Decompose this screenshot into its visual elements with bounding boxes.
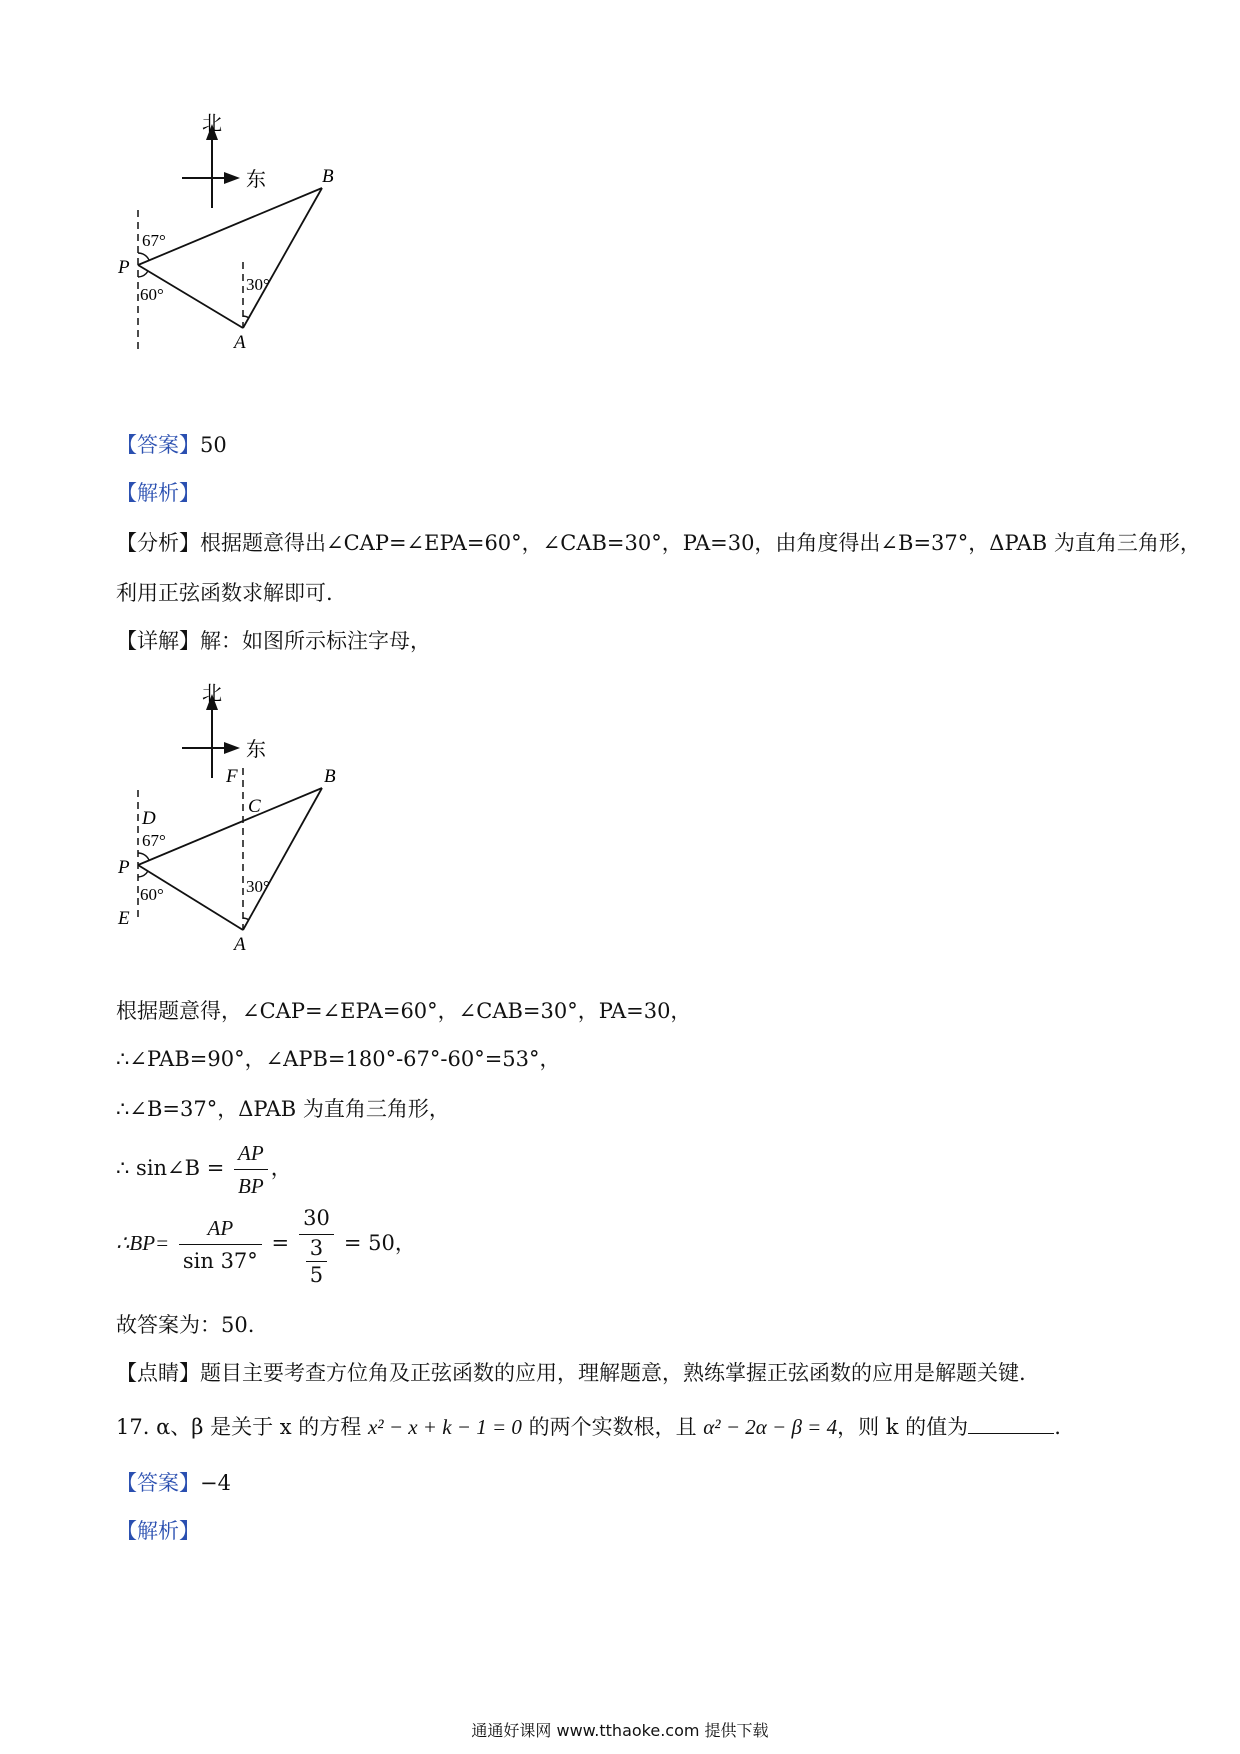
q17-equation: x² − x + k − 1 = 0 — [367, 1415, 522, 1439]
fenxi-text-1: 根据题意得出∠CAP=∠EPA=60°，∠CAB=30°，PA=30，由角度得出∠B=37°，ΔPAB 为直角三角形， — [200, 531, 1201, 555]
step-4-prefix: ∴ sin∠B = — [116, 1156, 225, 1180]
point-label-e: E — [118, 908, 130, 929]
point-label-p: P — [118, 857, 130, 878]
compass-east-label: 东 — [246, 169, 266, 191]
step-5-result: = 50 — [343, 1231, 395, 1255]
xiangjie-text: 解：如图所示标注字母， — [200, 629, 431, 653]
point-label-c: C — [248, 796, 261, 817]
solution-step-5 — [116, 1198, 416, 1288]
point-label-d: D — [142, 808, 156, 829]
point-label-f: F — [226, 766, 238, 787]
point-label-p: P — [118, 257, 130, 278]
angle-arc-30 — [243, 918, 249, 920]
angle-arc-60 — [138, 871, 148, 877]
point-label-a: A — [234, 934, 246, 955]
fraction-30-over-three-fifths — [299, 1202, 334, 1288]
xiangjie-tag: 【详解】 — [116, 629, 200, 653]
step-1-text: 根据题意得，∠CAP=∠EPA=60°，∠CAB=30°，PA=30， — [116, 999, 692, 1023]
analysis-line — [116, 478, 200, 508]
fenxi-line-1 — [116, 528, 1201, 558]
angle-arc-30 — [243, 316, 249, 318]
angle-label-30: 30° — [246, 877, 270, 896]
nested-numerator: 3 — [306, 1235, 327, 1262]
east-arrow-icon — [224, 172, 240, 184]
compass-east-label: 东 — [246, 739, 266, 761]
q17-text-mid: 的两个实数根，且 — [528, 1415, 697, 1439]
step-4-suffix: ， — [270, 1156, 292, 1180]
angle-label-60: 60° — [140, 885, 164, 904]
fraction-numerator: AP — [179, 1212, 262, 1245]
analysis-tag: 【解析】 — [116, 1519, 200, 1543]
fraction-denominator: BP — [238, 1174, 264, 1198]
point-label-a: A — [234, 332, 246, 353]
step-3-text: ∴∠B=37°，ΔPAB 为直角三角形， — [116, 1097, 450, 1121]
analysis-tag: 【解析】 — [116, 481, 200, 505]
step-5-suffix: ， — [394, 1231, 416, 1255]
figure-1-diagram — [110, 110, 410, 400]
angle-label-67: 67° — [142, 231, 166, 250]
segment-ab — [243, 188, 322, 328]
segment-pb — [138, 788, 322, 865]
answer-value: 50 — [200, 433, 227, 457]
q17-text-prefix: 17. α、β 是关于 x 的方程 — [116, 1415, 362, 1439]
dianjing-text: 题目主要考查方位角及正弦函数的应用，理解题意，熟练掌握正弦函数的应用是解题关键. — [200, 1361, 1026, 1385]
fraction-denominator — [299, 1235, 334, 1288]
q17-condition: α² − 2α − β = 4 — [703, 1415, 838, 1439]
fraction-numerator: AP — [234, 1137, 268, 1170]
angle-label-60: 60° — [140, 285, 164, 304]
figure-2-diagram — [110, 680, 410, 970]
point-label-b: B — [322, 166, 334, 187]
answer-line — [116, 430, 227, 460]
segment-pb — [138, 188, 322, 265]
fenxi-tag: 【分析】 — [116, 531, 200, 555]
nested-fraction — [306, 1235, 327, 1288]
angle-arc-60 — [138, 271, 148, 277]
fraction-ap-over-bp — [234, 1137, 268, 1202]
q17-text-end: ，则 k 的值为 — [837, 1415, 969, 1439]
page-footer: 通通好课网 www.tthaoke.com 提供下载 — [471, 1721, 769, 1740]
answer-blank — [968, 1413, 1054, 1434]
dianjing-tag: 【点睛】 — [116, 1361, 200, 1385]
answer-tag: 【答案】 — [116, 433, 200, 457]
dianjing-line — [116, 1358, 1026, 1388]
compass-north-label: 北 — [202, 683, 222, 705]
q17-analysis-line — [116, 1516, 200, 1546]
point-label-b: B — [324, 766, 336, 787]
fenxi-line-2 — [116, 578, 333, 608]
answer-tag: 【答案】 — [116, 1471, 200, 1495]
q17-period: . — [1054, 1415, 1061, 1439]
fenxi-text-2: 利用正弦函数求解即可. — [116, 581, 333, 605]
fraction-denominator: sin 37° — [182, 1249, 258, 1273]
fraction-numerator: 30 — [299, 1202, 334, 1235]
equals-sign: = — [271, 1231, 290, 1255]
answer-value: −4 — [200, 1471, 231, 1495]
nested-denominator: 5 — [309, 1262, 324, 1287]
q17-answer-line — [116, 1468, 231, 1498]
angle-label-67: 67° — [142, 831, 166, 850]
angle-arc-67 — [138, 253, 149, 260]
fraction-ap-over-sin37 — [179, 1212, 262, 1277]
solution-step-4 — [116, 1136, 292, 1202]
step-5-prefix: ∴BP= — [116, 1231, 170, 1255]
angle-label-30: 30° — [246, 275, 270, 294]
question-17 — [116, 1412, 1061, 1442]
conclusion-line — [116, 1310, 254, 1340]
east-arrow-icon — [224, 742, 240, 754]
solution-step-1 — [116, 996, 691, 1026]
xiangjie-line — [116, 626, 431, 656]
conclusion-text: 故答案为：50. — [116, 1313, 255, 1337]
solution-step-3 — [116, 1094, 450, 1124]
step-2-text: ∴∠PAB=90°，∠APB=180°-67°-60°=53°， — [116, 1047, 561, 1071]
solution-step-2 — [116, 1044, 561, 1074]
angle-arc-67 — [138, 853, 149, 860]
compass-north-label: 北 — [202, 113, 222, 135]
